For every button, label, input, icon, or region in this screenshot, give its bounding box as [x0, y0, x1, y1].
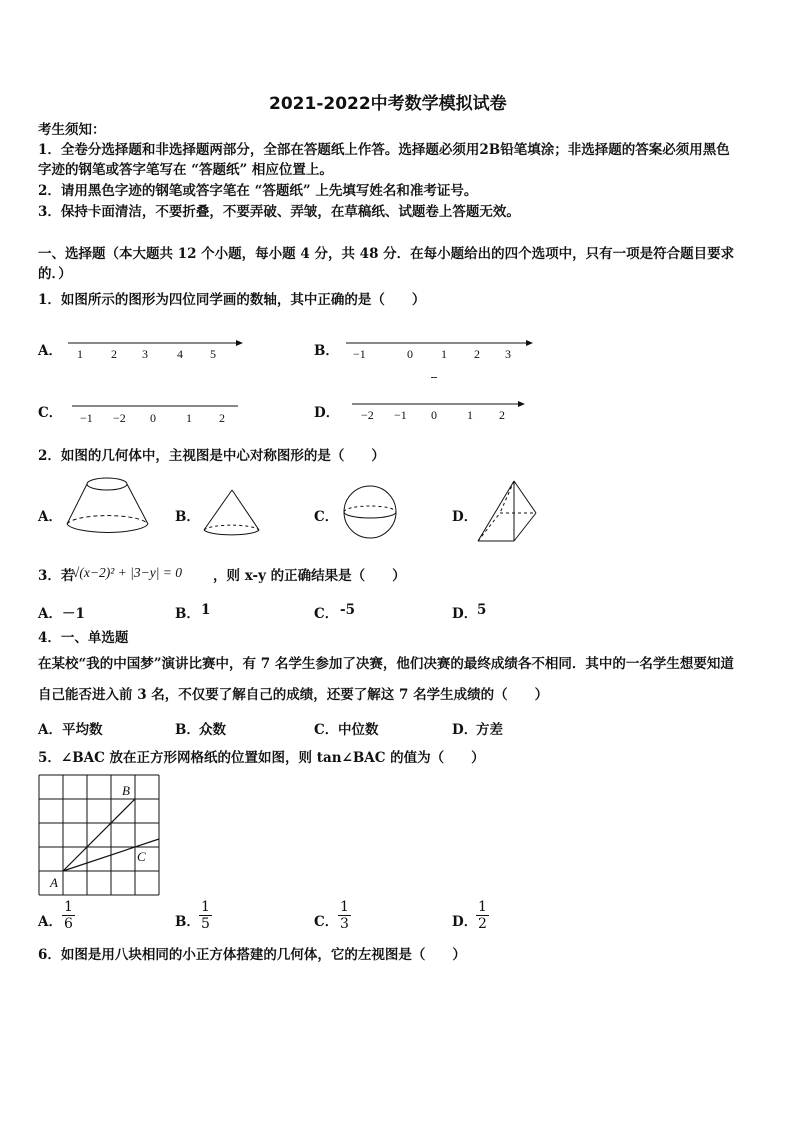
q6-stem: 6．如图是用八块相同的小正方体搭建的几何体，它的左视图是（ ） [38, 947, 466, 963]
q1-option-d-label[interactable]: D． [314, 405, 340, 421]
q1-option-b-label[interactable]: B． [314, 343, 339, 359]
sphere-icon [342, 484, 400, 542]
tick-label: 2 [219, 411, 225, 425]
tick-label: −1 [353, 347, 366, 361]
pyramid-icon [474, 478, 544, 546]
tick-label: 5 [210, 347, 216, 361]
q4-line-1: 在某校“我的中国梦”演讲比赛中，有 7 名学生参加了决赛，他们决赛的最终成绩各不相同．其中的一名学生想要知道 [38, 656, 734, 672]
tick-label: 3 [505, 347, 511, 361]
stray-mark [431, 377, 437, 378]
point-c-label: C [137, 849, 146, 864]
tick-label: 1 [467, 408, 473, 422]
q5-option-c-label[interactable]: C． [314, 914, 339, 930]
notice-line-1b: 字迹的钢笔或答字笔写在 “答题纸” 相应位置上。 [38, 162, 333, 178]
tick-label: 2 [474, 347, 480, 361]
q2-option-b-label[interactable]: B． [175, 509, 200, 525]
section-heading-line-2: 的．） [38, 266, 72, 282]
q2-option-a-label[interactable]: A． [38, 509, 62, 525]
denominator: 6 [64, 916, 73, 932]
tick-label: −2 [113, 411, 126, 425]
cone-icon [201, 488, 263, 540]
q2-stem: 2．如图的几何体中，主视图是中心对称图形的是（ ） [38, 448, 385, 464]
q4-option-c-label[interactable]: C． [314, 722, 339, 738]
tick-label: 4 [177, 347, 183, 361]
q5-option-d-label[interactable]: D． [452, 914, 478, 930]
q2-option-d-label[interactable]: D． [452, 509, 478, 525]
tick-label: 0 [407, 347, 413, 361]
denominator: 2 [478, 916, 487, 932]
q3-option-a-value[interactable]: －1 [62, 606, 85, 622]
q4-option-d-value[interactable]: 方差 [476, 722, 503, 738]
q3-option-c-label[interactable]: C． [314, 606, 339, 622]
q4-heading: 4．一、单选题 [38, 630, 129, 646]
q3-option-c-value[interactable]: -5 [340, 602, 355, 618]
notice-line-1a: 1．全卷分选择题和非选择题两部分，全部在答题纸上作答。选择题必须用2B铅笔填涂；非选择题的答案必须用黑色 [38, 142, 730, 158]
page-title: 2021-2022中考数学模拟试卷 [269, 94, 507, 114]
q5-option-a-label[interactable]: A． [38, 914, 62, 930]
denominator: 3 [340, 916, 349, 932]
q4-option-c-value[interactable]: 中位数 [338, 722, 379, 738]
q4-option-b-label[interactable]: B． [175, 722, 200, 738]
q1-stem: 1．如图所示的图形为四位同学画的数轴，其中正确的是（ ） [38, 292, 426, 308]
q3-option-b-value[interactable]: 1 [201, 602, 211, 618]
numerator: 1 [478, 899, 487, 915]
tick-label: 0 [150, 411, 156, 425]
q4-option-b-value[interactable]: 众数 [199, 722, 226, 738]
q5-option-d-fraction[interactable] [476, 899, 489, 932]
notice-line-2: 2．请用黑色字迹的钢笔或答字笔在 “答题纸” 上先填写姓名和准考证号。 [38, 183, 478, 199]
section-heading-line-1: 一、选择题（本大题共 12 个小题，每小题 4 分，共 48 分．在每小题给出的四个选项中，只有一项是符合题目要求 [38, 246, 735, 262]
q4-option-a-value[interactable]: 平均数 [62, 722, 103, 738]
tick-label: 1 [186, 411, 192, 425]
tick-label: 1 [441, 347, 447, 361]
q5-option-b-fraction[interactable] [199, 899, 212, 932]
q3-option-b-label[interactable]: B． [175, 606, 200, 622]
q4-line-2: 自己能否进入前 3 名，不仅要了解自己的成绩，还要了解这 7 名学生成绩的（ ） [38, 687, 549, 703]
tick-label: 2 [111, 347, 117, 361]
tick-label: 1 [77, 347, 83, 361]
q3-option-d-label[interactable]: D． [452, 606, 478, 622]
tick-label: 0 [431, 408, 437, 422]
q3-expression: √(x−2)² + |3−y| = 0 [72, 565, 183, 580]
numerator: 1 [340, 899, 349, 915]
q4-option-a-label[interactable]: A． [38, 722, 62, 738]
q1-option-c-label[interactable]: C． [38, 405, 63, 421]
numerator: 1 [201, 899, 210, 915]
tick-label: −1 [394, 408, 407, 422]
frustum-icon [64, 474, 154, 544]
q5-stem: 5．∠BAC 放在正方形网格纸的位置如图，则 tan∠BAC 的值为（ ） [38, 750, 485, 766]
q3-option-a-label[interactable]: A． [38, 606, 62, 622]
q3-prefix: 3．若 [38, 568, 75, 584]
notice-line-3: 3．保持卡面清洁，不要折叠，不要弄破、弄皱，在草稿纸、试题卷上答题无效。 [38, 204, 520, 220]
tick-label: −2 [361, 408, 374, 422]
q4-option-d-label[interactable]: D． [452, 722, 478, 738]
denominator: 5 [201, 916, 210, 932]
q3-option-d-value[interactable]: 5 [477, 602, 487, 618]
tick-label: 2 [499, 408, 505, 422]
q1-number-line-a [60, 333, 245, 363]
notice-heading: 考生须知： [38, 122, 106, 138]
q5-option-a-fraction[interactable] [62, 899, 75, 932]
q3-suffix: ，则 x-y 的正确结果是（ ） [213, 568, 406, 584]
point-a-label: A [50, 875, 58, 890]
point-b-label: B [122, 783, 130, 798]
q5-option-c-fraction[interactable] [338, 899, 351, 932]
tick-label: −1 [80, 411, 93, 425]
q2-option-c-label[interactable]: C． [314, 509, 339, 525]
q5-option-b-label[interactable]: B． [175, 914, 200, 930]
tick-label: 3 [142, 347, 148, 361]
numerator: 1 [64, 899, 73, 915]
q1-option-a-label[interactable]: A． [38, 343, 62, 359]
